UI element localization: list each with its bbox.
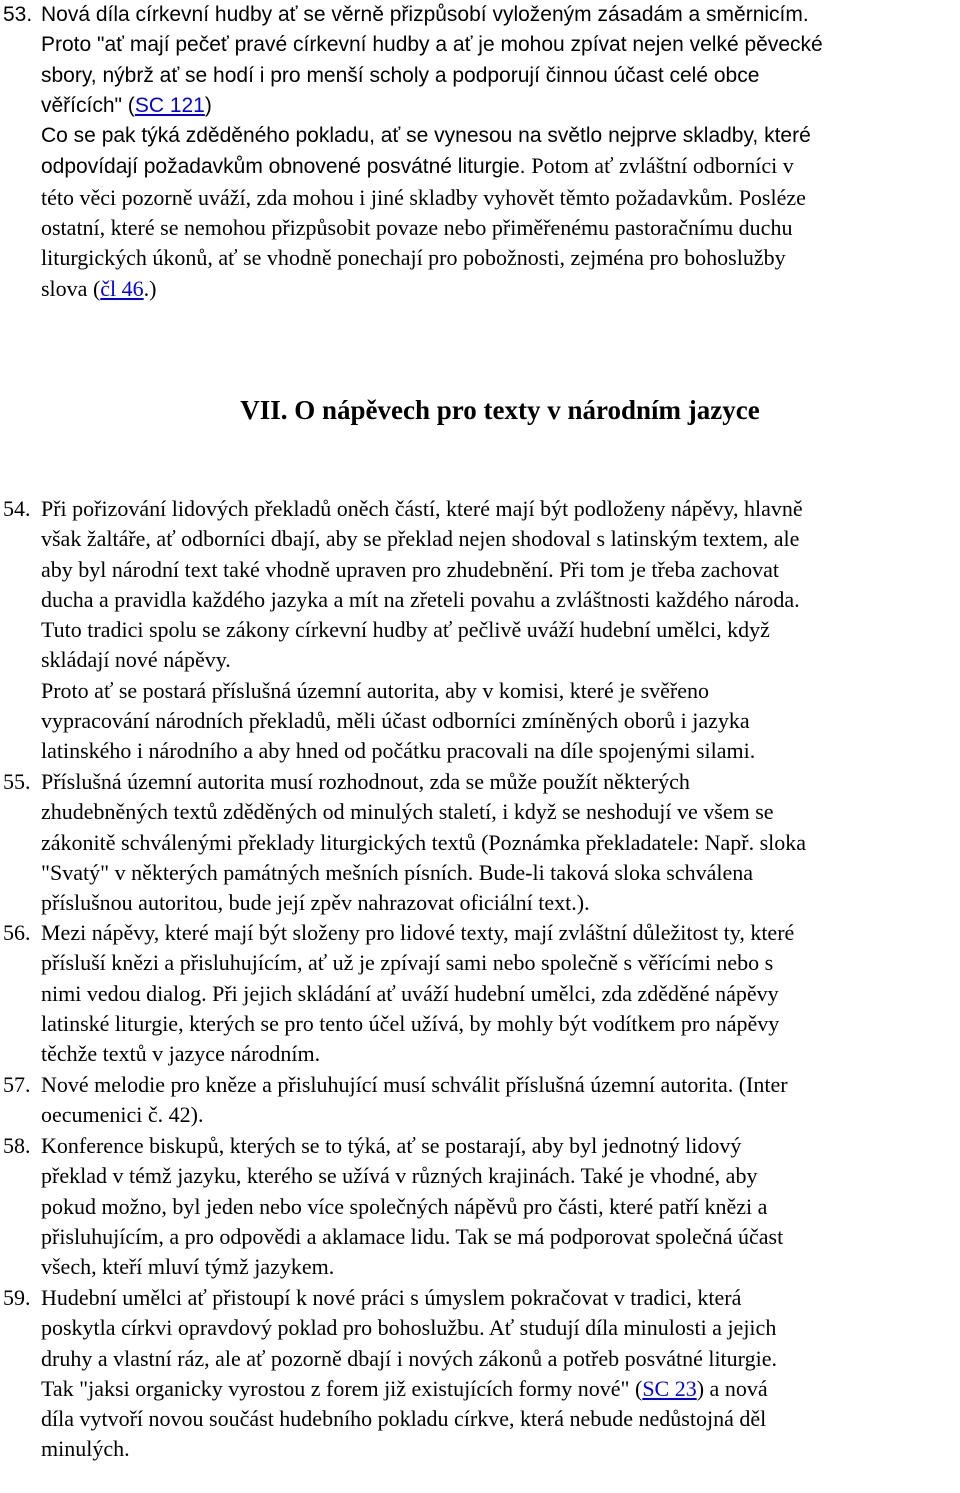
text-run: skládají nové nápěvy. xyxy=(41,647,231,673)
text-run: druhy a vlastní ráz, ale ať pozorně dbají i nových zákonů a potřeb posvátné liturgie. xyxy=(41,1345,777,1371)
text-run: "Svatý" v některých památných mešních písních. Bude-li taková sloka schválena xyxy=(41,859,753,885)
text-line xyxy=(41,1374,955,1404)
text-line xyxy=(41,1131,955,1161)
text-run: Při pořizování lidových překladů oněch částí, které mají být podloženy nápěvy, hlavně xyxy=(41,496,803,521)
text-line xyxy=(41,1192,955,1222)
text-line xyxy=(41,706,955,736)
text-run: minulých. xyxy=(41,1436,130,1462)
text-run: těchže textů v jazyce národním. xyxy=(41,1041,321,1067)
text-run: přisluhujícím, a pro odpovědi a aklamace lidu. Tak se má podporovat společná účast xyxy=(41,1223,784,1249)
section-heading: VII. O nápěvech pro texty v národním jazyce xyxy=(240,395,760,425)
text-run: překlad v témž jazyku, kterého se užívá v různých krajinách. Také je vhodné, aby xyxy=(41,1163,758,1189)
text-run: zákonitě schválenými překlady liturgických textů (Poznámka překladatele: Např. sloka xyxy=(41,829,807,855)
paragraph-text xyxy=(41,1283,955,1465)
paragraph-text xyxy=(41,0,955,304)
text-line xyxy=(41,494,955,524)
text-run: přísluší knězi a přisluhujícím, ať už je zpívají sami nebo společně s věřícími nebo s xyxy=(41,950,774,976)
text-line xyxy=(41,918,955,948)
paragraph-number: 54. xyxy=(3,496,31,521)
paragraph-number: 58. xyxy=(3,1133,31,1158)
text-run: ostatní, které se nemohou přizpůsobit povaze nebo přiměřenému pastoračnímu duchu xyxy=(41,215,793,241)
paragraph-text xyxy=(41,918,955,1069)
text-run: zhudebněných textů zděděných od minulých staletí, i když se neshodují ve všem se xyxy=(41,799,774,825)
text-run: odpovídají požadavkům obnovené posvátné liturgie. xyxy=(41,155,532,179)
paragraph-number: 55. xyxy=(3,769,31,794)
text-line xyxy=(41,1039,955,1069)
text-run: Nové melodie pro kněze a přisluhující musí schválit příslušná územní autorita. (Inter xyxy=(41,1072,788,1097)
text-line xyxy=(41,91,955,121)
reference-link[interactable]: SC 121 xyxy=(134,93,205,117)
text-run: .) xyxy=(143,275,157,301)
text-run: Mezi nápěvy, které mají být složeny pro lidové texty, mají zvláštní důležitost ty, které xyxy=(41,920,795,945)
text-line xyxy=(41,555,955,585)
text-run: aby byl národní text také vhodně upraven pro zhudebnění. Při tom je třeba zachovat xyxy=(41,556,779,582)
text-run: Konference biskupů, kterých se to týká, ať se postarají, aby byl jednotný lidový xyxy=(41,1133,742,1158)
text-run: díla vytvoří novou součást hudebního pokladu církve, která nebude nedůstojná děl xyxy=(41,1406,767,1432)
text-line xyxy=(41,0,955,30)
text-run: Nová díla církevní hudby ať se věrně přizpůsobí vyloženým zásadám a směrnicím. xyxy=(41,3,809,26)
paragraph-text xyxy=(41,494,955,767)
text-line xyxy=(41,1161,955,1191)
text-line xyxy=(41,585,955,615)
text-line xyxy=(41,1070,955,1100)
text-run: slova ( xyxy=(41,275,101,301)
reference-link[interactable]: SC 23 xyxy=(642,1375,697,1401)
text-run: věřících" ( xyxy=(41,93,135,117)
text-line xyxy=(41,1009,955,1039)
text-run: liturgických úkonů, ať se vhodně ponechají pro pobožnosti, zejména pro bohoslužby xyxy=(41,245,786,271)
text-run: však žaltáře, ať odborníci dbají, aby se překlad nejen shodoval s latinským textem, ale xyxy=(41,526,800,552)
text-run: Proto ať se postará příslušná územní autorita, aby v komisi, které je svěřeno xyxy=(41,677,710,703)
text-run: ) xyxy=(204,93,212,117)
text-line xyxy=(41,243,955,273)
text-line xyxy=(41,30,955,60)
text-run: nimi vedou dialog. Při jejich skládání ať uváží hudební umělci, zda zděděné nápěvy xyxy=(41,980,779,1006)
text-run: ) a nová xyxy=(696,1375,768,1401)
paragraph-text xyxy=(41,1070,955,1131)
text-line xyxy=(41,1252,955,1282)
text-line xyxy=(41,736,955,766)
text-run: oecumenici č. 42). xyxy=(41,1102,204,1128)
paragraph-number: 53. xyxy=(3,3,33,26)
text-run: vypracování národních překladů, měli účast odborníci zmíněných oborů i jazyka xyxy=(41,708,750,734)
text-run: Hudební umělci ať přistoupí k nové práci s úmyslem pokračovat v tradici, která xyxy=(41,1285,742,1310)
text-line xyxy=(41,858,955,888)
text-run: Příslušná územní autorita musí rozhodnout, zda se může použít některých xyxy=(41,769,690,794)
text-line xyxy=(41,524,955,554)
text-line xyxy=(41,1404,955,1434)
text-run: latinské liturgie, kterých se pro tento účel užívá, by mohly být vodítkem pro nápěvy xyxy=(41,1010,780,1036)
text-line xyxy=(41,828,955,858)
text-line xyxy=(41,213,955,243)
paragraph-number: 59. xyxy=(3,1285,31,1310)
text-line xyxy=(41,151,955,182)
text-line xyxy=(41,1222,955,1252)
paragraph-number: 56. xyxy=(3,920,31,945)
text-line xyxy=(41,61,955,91)
text-line xyxy=(41,767,955,797)
text-line xyxy=(41,1283,955,1313)
paragraph-text xyxy=(41,1131,955,1282)
text-line xyxy=(41,797,955,827)
text-line xyxy=(41,615,955,645)
text-run: latinského i národního a aby hned od počátku pracovali na díle spojenými silami. xyxy=(41,738,756,764)
text-line xyxy=(41,888,955,918)
paragraph-text xyxy=(41,767,955,918)
text-run: Co se pak týká zděděného pokladu, ať se vynesou na světlo nejprve skladby, které xyxy=(41,124,811,148)
text-line xyxy=(41,1313,955,1343)
text-run: této věci pozorně uváží, zda mohou i jiné skladby vyhovět těmto požadavkům. Posléze xyxy=(41,184,806,210)
text-run: Tuto tradici spolu se zákony církevní hudby ať pečlivě uváží hudební umělci, když xyxy=(41,617,770,643)
text-line xyxy=(41,1100,955,1130)
text-run: příslušnou autoritou, bude její zpěv nahrazovat oficiální text.). xyxy=(41,890,590,916)
text-line xyxy=(41,979,955,1009)
text-line xyxy=(41,1344,955,1374)
text-line xyxy=(41,183,955,213)
text-run: Proto "ať mají pečeť pravé církevní hudby a ať je mohou zpívat nejen velké pěvecké xyxy=(41,33,823,57)
text-run: sbory, nýbrž ať se hodí i pro menší scholy a podporují činnou účast celé obce xyxy=(41,63,760,87)
reference-link[interactable]: čl 46 xyxy=(100,275,144,301)
text-line xyxy=(41,274,955,304)
text-line xyxy=(41,948,955,978)
text-run: pokud možno, byl jeden nebo více společných nápěvů pro části, které patří knězi a xyxy=(41,1193,768,1219)
paragraph-number: 57. xyxy=(3,1072,31,1097)
text-run: všech, kteří mluví týmž jazykem. xyxy=(41,1254,335,1280)
text-run: poskytla církvi opravdový poklad pro bohoslužbu. Ať studují díla minulosti a jejich xyxy=(41,1315,777,1341)
text-line xyxy=(41,645,955,675)
text-run: Tak "jaksi organicky vyrostou z forem již existujících formy nové" ( xyxy=(41,1375,643,1401)
text-run: Potom ať zvláštní odborníci v xyxy=(531,153,794,179)
text-line xyxy=(41,1434,955,1464)
text-run: ducha a pravidla každého jazyka a mít na zřeteli povahu a zvláštnosti každého národa. xyxy=(41,586,800,612)
text-line xyxy=(41,676,955,706)
text-line xyxy=(41,121,955,151)
